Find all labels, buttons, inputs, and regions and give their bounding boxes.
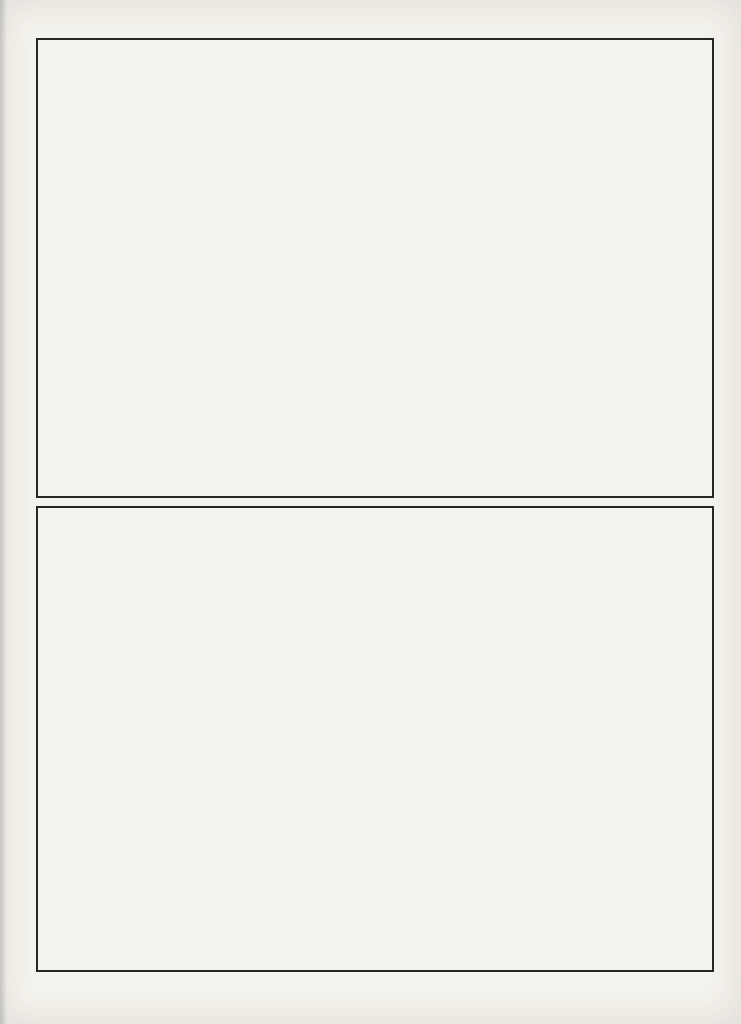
top-table — [36, 38, 714, 498]
bottom-table — [36, 506, 714, 972]
